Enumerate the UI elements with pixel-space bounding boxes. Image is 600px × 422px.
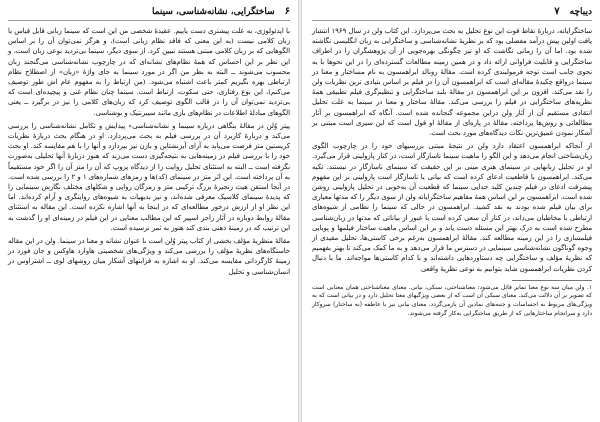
left-page-number: ۶: [284, 6, 290, 17]
right-page-header: [312, 6, 592, 21]
left-paragraph-3: مقالهٔ منظریهٔ مؤلف بخشی از کتاب پیتر وُلن است با عنوان نشانه و معنا در سینما. ولن در این مقاله خاستگاه‌های نظریهٔ مؤلف را بررسی می‌کند و ویژگی‌های شخصیتی هاوارد هاوکس و جان فورد در زمینهٔ کارگردانی مقایسه می‌کند. او به اشاره به قرابتهای آشکار میان روشهای لوی ــ اشتراوس در انسان‌شناسی و تحلیل: [8, 237, 290, 276]
right-running-head: دیباچه: [569, 7, 592, 17]
footnote-text: ولن میان سه نوع معنا تمایز قائل می‌شود: معناشناختی، سبکی، بیانی. معنای معناشناختی همان معنایی است که تصویر بر آن دلالت می‌کند. معنای سبکی آن است که از بعضی ویژگیهای معنا تحلیل دارد و در بیانی است که به ویژگی‌های مربوط به احساسات و جنبه‌های نمادین آن بازمی‌گردد. معنای بیانی نیز با عاطفه (نه ساختار) سروکار دارد و سرانجام ساختارهایی که از طریق ساختگرایی به‌کار گرفته می‌شوند.: [312, 283, 592, 317]
footnote-divider: [512, 280, 592, 281]
left-paragraph-1: با ایدئولوژی، به علت پیشتری دست یابیم. عقیدهٔ شخصی من این است که سینما زبانی قابل قیاس با زبان کلامی نیست (به این معنی که فاقد نظام زبانی است)، و هرگز نمی‌توان آن را بر اساس الگوهایی که بر زبان کلامی مبتنی هستند تبیین کرد. از سوی دیگر، سینما بی‌تردید نوعی زبان است، و این نظر بر این احساس که همهٔ نظام‌های نشانه‌ای که در چارچوب نشانه‌شناسی می‌گنجند زبان محسوب می‌شوند ــ البته به نظر من اگر در مورد سینما به جای واژهٔ «زبان» از اصطلاح نظام ارتباطی بهره بگیریم کمتر باعث اشتباه می‌شود. (من ارتباط را به مفهوم عام اش طور توصیف می‌کنم)، این نوع رفتاری، حتی سکوت، ارتباط است. سینما چنان نظام غنی و پیچیده‌ای است که بی‌تردید نمی‌توان آن را در قالب الگوی توصیف کرد که زبان‌های کلامی را نیز در برگیرد ــ یعنی الگوهای مبادلهٔ اطلاعات در نظام‌های بازی مانند سیبرنتیک و بوشناسی.: [8, 27, 290, 117]
right-paragraph-1: ساختگرایانه، دربارهٔ نقاط قوت این نوع تحلیل به بحث می‌پردازد. این کتاب ولن در سال ۱۹۶۹ انتشار یافت اولین پیش درآمد مفصلی بود که بر نظریهٔ نشانه‌شناسی و ساختگرایی به زبان انگلیسی نگاشته شده بود. اما آن را زمانی نگاشت که او تیز چگونگی بهره‌جویی از آن پژوهشگران را در اطراف ساختگرایی و قابلیت فراوانی ارائه داد و در همین زمینه مطالعات گسترده‌ای را در این نحوها با به نحوی جانب است توجه فرمولبندی کرده است. مقالهٔ رونالد ابراهمسون به نام مساختار و معنا در سینما درواقع چکیدهٔ مقاله‌ای است که ابراهمسون آن را در فیلم بر اساس بنیادی ترین نظریات ولن را نقد می‌کند. افزون بر این ابراهمسون در مقالهٔ بلند ساختگرایی و تنظیم‌گری فیلم تطبیقی همهٔ نظریه‌های ساختگرایی در فیلم را بررسی می‌کند. مقالهٔ ساختار و معنا در سینما به علت تحلیل انتقادی مستقیم آن از آثار ولن دراین مجموعه گنجانده شده است. آنگاه که ابراهمسون بر آثار مطالعاتی و روش‌ها پرداخته، مقالهٔ در پاره‌ای از مقالهٔ او قول است که این سیری است مبتنی بر آشکار نمودن عمیق‌ترین نکات دیدگاه‌های مورد بحث است.: [312, 27, 592, 138]
left-running-head: ساختگرایی، نشانه‌شناسی، سینما: [151, 7, 275, 17]
footnote-marker: ۱.: [586, 283, 592, 291]
left-page-header: [8, 6, 290, 21]
right-page-number: ۷: [554, 6, 560, 17]
right-page: [300, 0, 600, 422]
footnote: [312, 284, 592, 318]
left-paragraph-2: پیتر وُلن در مقالهٔ بنگاهی درباره سینما و نشانه‌شناسی» پیدایش و تکامل نشانه‌شناسی را بررسی می‌کند و دربارهٔ کاربرد آن در بررسی فیلم به بحث می‌پردازد. او در هنگام بحث دربارهٔ نظریات کریستین متز فرصت می‌یابد به آرای آیزنشتاین و بازن نیز بپردازد و آنها را با هم مقایسه کند. او بحث خود را با بررسی فیلم در زمینه‌هایی به نتیجه‌گیری دست می‌زند که هنوز دربارهٔ آنها تحلیلی به‌صورت نگرفته است ــ البته به استثنای تحلیل روایت را از دیدگاه پروپ که آن را متز آن را اگر خود مستقیماً به آن پرداخته است. این اثر متز در سینمای (کد)ها و رمزهای شماره‌های ۱ و ۲ را بررسی شده است. در آنجا استفن هیث زنجیرهٔ بزرگ ترکیبی متز و رمزگان روایی و شکلهای مختلف نگارش سینمایی را که پدیدهٔ سینمای کلاسیک معرفی شده‌اند، و نیز بدیهیات به شیوه‌های روایتگری و آرام کرده‌اند. اما این نظر او از ارزش درخور مطالعه‌ای که در اینجا به آنها اشاره نکرده است. این مقاله به استثنای مقالهٔ روابط دوباره در آثار راجر اسپیر که این مطالب معنایی در این فیلم در زمینه‌ای او را گذشت به این ترتیب که در زمینهٔ ذهنی بندی کند هنوز به ثمر نرسیده است.: [8, 121, 290, 232]
right-paragraph-2: از آنجاکه ابراهمسون اعتقاد دارد ولن در نتیجهٔ مبتنی بررسیهای خود را در چارچوب الگوی زبان‌شناختی انجام می‌دهد و این الگو را ماهیت سینما ناسازگار است، در کنار پازولینی قرار می‌گیرد. او در تحلیل زبانهایی در سینمای هنری مینی بر این حقیقت که سینمای ناسازگار در نیستند. تکیه می‌کند. ابراهمسون با قاطعیت ادعای کرده است که بیانی یا ناسازگار است پازولینی بر این مفهوم پیشرفت ادعای در فیلم چندین کلید جدایی سینما که قطعیت آن به‌خوبی در تحلیل پازولینی روشن شده است. ابراهمسون بر این اساس همهٔ مفاهیم ساختگرایانه ولن از سوی دیگر را که مدتها معیاری برای بیان فیلم شده بودند به نقد کشید. ابراهمسون در حالی که سینما را نظامی از شیوه‌های ارتباطی با مخاطبان می‌داند، در کنار آن سعی کرده است با عبور از بیاناتی که مدتها در زبان‌شناسی مطرح شده است به درک بهتر این مسئله دست یابد و بر این اساس ماهیت ساختار فیلمها و پویایی فیلمسازی را در این زمینه مطالعه کند. مقالهٔ ابراهمسون به‌رغم برخی کاستی‌ها، تحلیل مفیدی از وجوه گوناگون نشانه‌شناسی سینمایی در دسترس ما قرار می‌دهد و به ما کمک می‌کند تا بهتر بفهمیم که نظریهٔ مؤلف و ساختگرایی چه دستاوردهایی داشته‌اند و با کدام کاستی‌ها مواجه‌اند. ما با دنبال کردن نظریات ابراهمسون شاید بتوانیم به نوعی نظریهٔ واقعی: [312, 142, 592, 273]
